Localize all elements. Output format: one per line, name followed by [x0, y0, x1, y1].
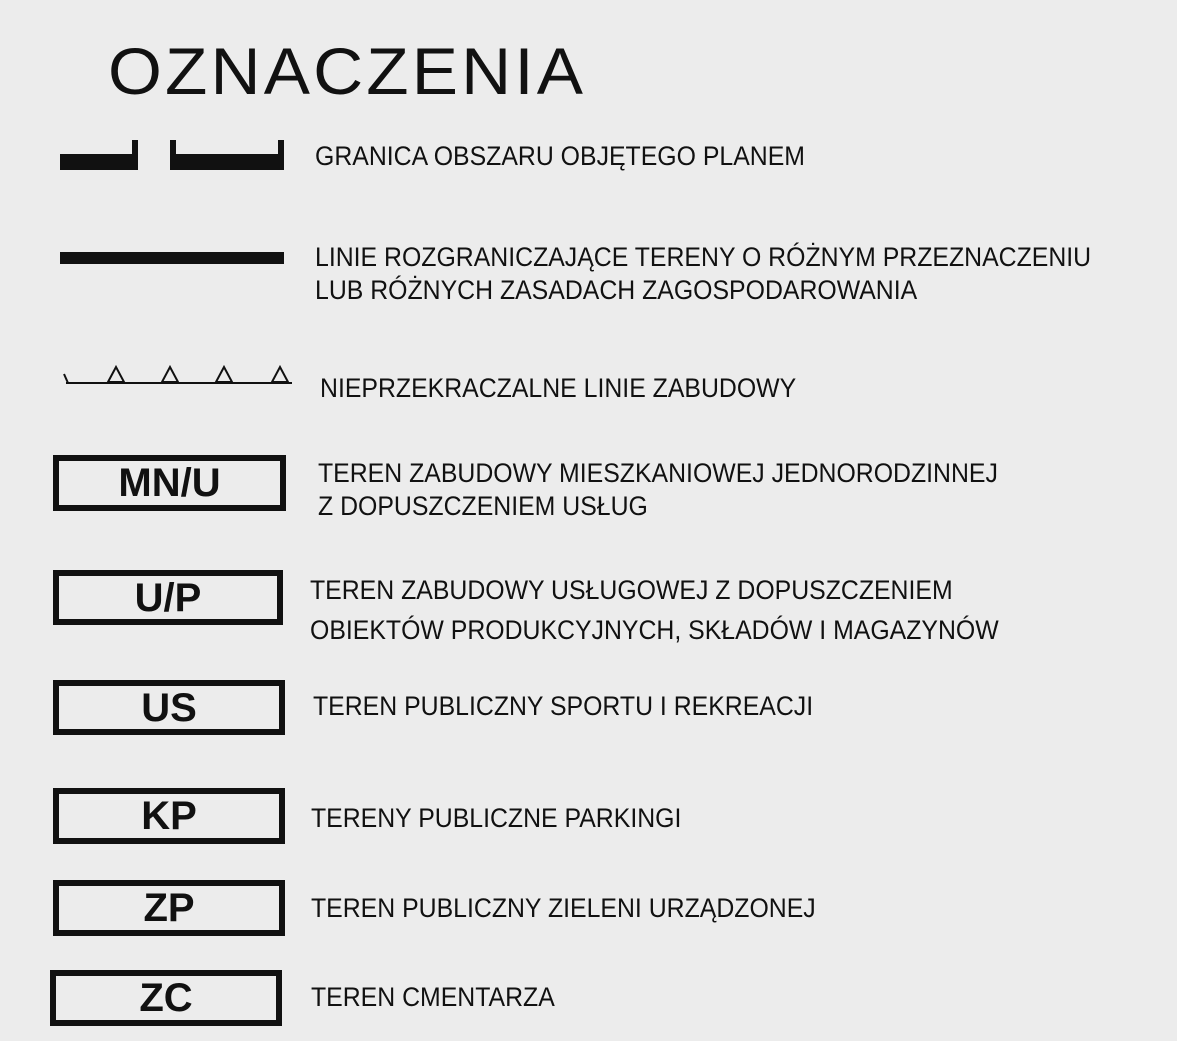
dividing-line-symbol: [58, 250, 288, 266]
legend-title: OZNACZENIA: [108, 34, 587, 108]
building-line-symbol: [58, 360, 298, 390]
zone-code-us: US: [53, 680, 285, 735]
legend-label-zc: TEREN CMENTARZA: [311, 982, 555, 1012]
zone-code-zc: ZC: [50, 970, 282, 1026]
legend-label-mn-u: TEREN ZABUDOWY MIESZKANIOWEJ JEDNORODZINNEJ Z DOPUSZCZENIEM USŁUG: [318, 458, 998, 521]
zone-code-zp: ZP: [53, 880, 285, 936]
legend-label-building-lines: NIEPRZEKRACZALNE LINIE ZABUDOWY: [320, 373, 797, 403]
legend-label-dividing-lines: LINIE ROZGRANICZAJĄCE TERENY O RÓŻNYM PRZEZNACZENIU LUB RÓŻNYCH ZASADACH ZAGOSPODAROWANIA: [315, 242, 1092, 305]
zone-code-u-p: U/P: [53, 570, 283, 625]
zone-code-mn-u: MN/U: [53, 455, 286, 511]
zone-code-kp: KP: [53, 788, 285, 844]
plan-boundary-symbol: [58, 138, 288, 172]
legend-label-u-p: TEREN ZABUDOWY USŁUGOWEJ Z DOPUSZCZENIEM OBIEKTÓW PRODUKCYJNYCH, SKŁADÓW I MAGAZYNÓW: [310, 575, 999, 645]
legend-label-zp: TEREN PUBLICZNY ZIELENI URZĄDZONEJ: [311, 893, 816, 923]
legend-label-kp: TERENY PUBLICZNE PARKINGI: [311, 803, 682, 833]
legend-label-us: TEREN PUBLICZNY SPORTU I REKREACJI: [313, 691, 814, 721]
legend-label-plan-boundary: GRANICA OBSZARU OBJĘTEGO PLANEM: [315, 141, 806, 171]
